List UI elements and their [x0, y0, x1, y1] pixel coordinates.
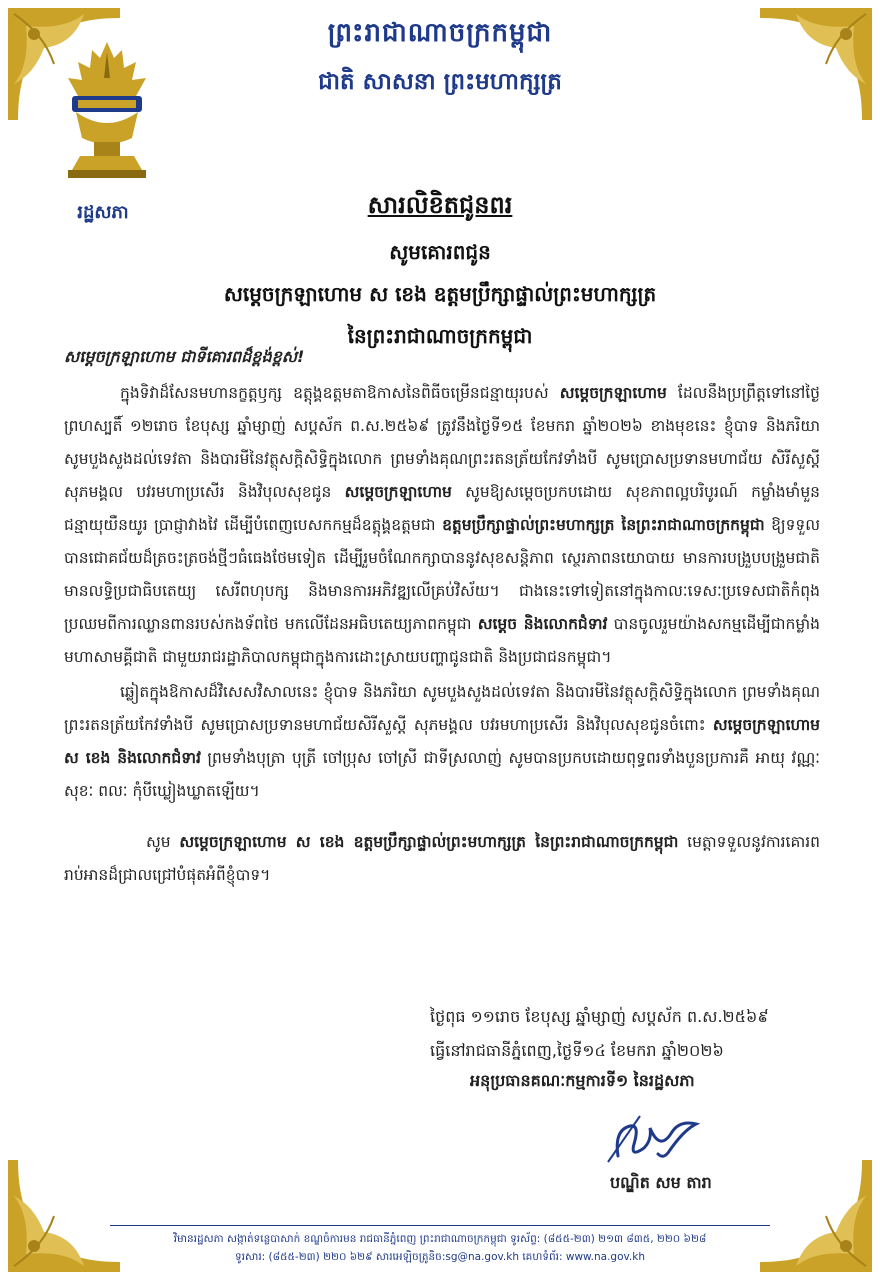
- signatory-title: អនុប្រធានគណៈកម្មការទី១ នៃរដ្ឋសភា: [470, 1071, 695, 1090]
- lunar-date: ថ្ងៃពុធ ១១រោច ខែបុស្ស ឆ្នាំម្សាញ់ សប្តស័ក ព.ស.២៥៦៩: [430, 1007, 769, 1026]
- text-run: ព្រមទាំងបុត្រា បុត្រី ចៅប្រុស ចៅស្រី ជាទីស្រលាញ់ សូមបានប្រកបដោយពុទ្ធពរទាំងបួនប្រការគឺ អាយុ វណ្ណៈ សុខៈ ពលៈ កុំបីឃ្លៀងឃ្លាតឡើយ។: [64, 749, 821, 800]
- salutation: សម្តេចក្រឡាហោម ជាទីគោរពដ៏ខ្ពង់ខ្ពស់!: [64, 347, 305, 366]
- paragraph-1: [64, 377, 820, 674]
- text-run: សូមឱ្យសម្តេចប្រកបដោយ សុខភាពល្អបរិបូរណ៍ កម្លាំងមាំមួន ជន្មាយុយឺនយូរ ប្រាជ្ញាវាងវៃ ដើម្បីបំពេញបេសកកម្មដ៏ឧត្តុង្គឧត្តមជា: [64, 483, 820, 534]
- addressee-country: នៃព្រះរាជាណាចក្រកម្ពុជា: [347, 324, 533, 348]
- corner-ornament-icon: [756, 1156, 876, 1276]
- signature-icon: [600, 1110, 720, 1170]
- bold-run: សម្តេចក្រឡាហោម ស ខេង ឧត្តមប្រឹក្សាផ្ទាល់ព្រះមហាក្សត្រ នៃព្រះរាជាណាចក្រកម្ពុជា: [179, 833, 679, 851]
- addressee-name: សម្តេចក្រឡាហោម ស ខេង ឧត្តមប្រឹក្សាផ្ទាល់ព្រះមហាក្សត្រ: [223, 282, 657, 306]
- document-title: សារលិខិតជូនពរ: [367, 191, 513, 219]
- date-block: [430, 1000, 830, 1068]
- corner-ornament-icon: [4, 1156, 124, 1276]
- text-run: បានចូលរួមយ៉ាងសកម្មដើម្បីជាកម្លាំងមហាសាមគ្គីជាតិ ជាមួយរាជរដ្ឋាភិបាលកម្ពុជាក្នុងការដោះស្រាយបញ្ហាជូនជាតិ និងប្រជាជនកម្ពុជា។: [64, 615, 820, 666]
- text-run: ដែលនឹងប្រព្រឹត្តទៅនៅថ្ងៃព្រហស្បតិ៍ ១២រោច ខែបុស្ស ឆ្នាំម្សាញ់ សប្តស័ក ព.ស.២៥៦៩ ត្រូវនឹងថ្ងៃទី១៥ ខែមករា ឆ្នាំ២០២៦ ខាងមុខនេះ ខ្ញុំបាទ និងភរិយា សូមបួងសួងដល់ទេវតា និងបារមីនៃវត្ថុសក្តិសិទ្ធិក្នុងលោក ព្រមទាំងគុណព្រះរតនត្រ័យកែវទាំងបី សូមប្រោសប្រទានមហាជ័យ សិរីសួស្តី សុភមង្គល បវរមហាប្រសើរ និងវិបុលសុខជូន: [64, 384, 820, 501]
- footer-contacts: ទូរសារ: (៨៥៥-២៣) ២២០ ៦២៩ សារអេឡិចត្រូនិច:sg@na.gov.kh គេហទំព័រ: www.na.gov.kh: [235, 1251, 645, 1263]
- letterhead: [200, 16, 680, 101]
- bold-run: សម្តេចក្រឡាហោម: [344, 483, 452, 501]
- signatory-name: បណ្ឌិត សម តារា: [610, 1173, 712, 1192]
- corner-ornament-icon: [756, 4, 876, 124]
- national-assembly-emblem-icon: [52, 38, 162, 188]
- emblem-caption: រដ្ឋសភា: [77, 202, 129, 223]
- kingdom-name: ព្រះរាជាណាចក្រកម្ពុជា: [327, 18, 553, 48]
- bold-run: សម្តេច និងលោកជំទាវ: [477, 615, 608, 633]
- paragraph-2: [64, 676, 820, 808]
- closing-paragraph: [64, 826, 820, 892]
- solar-date: ធ្វើនៅរាជធានីភ្នំពេញ,ថ្ងៃទី១៤ ខែមករា ឆ្នាំ២០២៦: [430, 1041, 724, 1060]
- text-run: មេត្តាទទួលនូវការគោរពរាប់អានដ៏ជ្រាលជ្រៅបំផុតអំពីខ្ញុំបាទ។: [64, 833, 820, 884]
- national-motto: ជាតិ សាសនា ព្រះមហាក្សត្រ: [318, 69, 562, 95]
- addressee-intro: សូមគោរពជូន: [389, 240, 491, 264]
- text-run: សូម: [146, 833, 180, 851]
- text-run: ឱ្យទទួលបានជោគជ័យដ៏ត្រចះត្រចង់ថ្មីៗធំធេងថែមទៀត ដើម្បីរួមចំណែកក្សាបាននូវសុខសន្តិភាព ស្ថេរភាពនយោបាយ មានការបង្រួបបង្រួមជាតិ មានលទ្ធិប្រជាធិបតេយ្យ សេរីពហុបក្ស និងមានការអភិវឌ្ឍលើគ្រប់វិស័យ។ ជាងនេះទៅទៀតនៅក្នុងកាលៈទេសៈប្រទេសជាតិកំពុងប្រឈមពីការឈ្លានពានរបស់កងទ័ពថៃ មកលើដែនអធិបតេយ្យភាពកម្ពុជា: [64, 516, 821, 633]
- bold-run: ឧត្តមប្រឹក្សាផ្ទាល់ព្រះមហាក្សត្រ នៃព្រះរាជាណាចក្រកម្ពុជា: [442, 516, 765, 534]
- letter-body: [64, 340, 820, 908]
- footer-address: វិមានរដ្ឋសភា សង្កាត់ទន្លេបាសាក់ ខណ្ឌចំការមន រាជធានីភ្នំពេញ ព្រះរាជាណាចក្រកម្ពុជា ទូរស័ព្ទ: (៨៥៥-២៣) ២១៣ ៨៣៥, ២២០ ៦២៨: [173, 1233, 707, 1245]
- footer-contact: [110, 1225, 770, 1266]
- text-run: ឆ្លៀតក្នុងឱកាសដ៏វិសេសវិសាលនេះ ខ្ញុំបាទ និងភរិយា សូមបួងសួងដល់ទេវតា និងបារមីនៃវត្ថុសក្តិសិទ្ធិក្នុងលោក ព្រមទាំងគុណព្រះរតនត្រ័យកែវទាំងបី សូមប្រោសប្រទានមហាជ័យសិរីសួស្តី សុភមង្គល បវរមហាប្រសើរ និងវិបុលសុខជូនចំពោះ: [64, 683, 820, 734]
- bold-run: សម្តេចក្រឡាហោម ស ខេង និងលោកជំទាវ: [64, 716, 820, 767]
- bold-run: សម្តេចក្រឡាហោម: [559, 384, 667, 402]
- title-block: [120, 190, 760, 353]
- text-run: ក្នុងទិវាដ៏សែនមហានក្ខត្តឫក្ស ឧត្តុង្គឧត្តមតាឱកាសនៃពិធីចម្រើនជន្មាយុរបស់: [120, 384, 560, 402]
